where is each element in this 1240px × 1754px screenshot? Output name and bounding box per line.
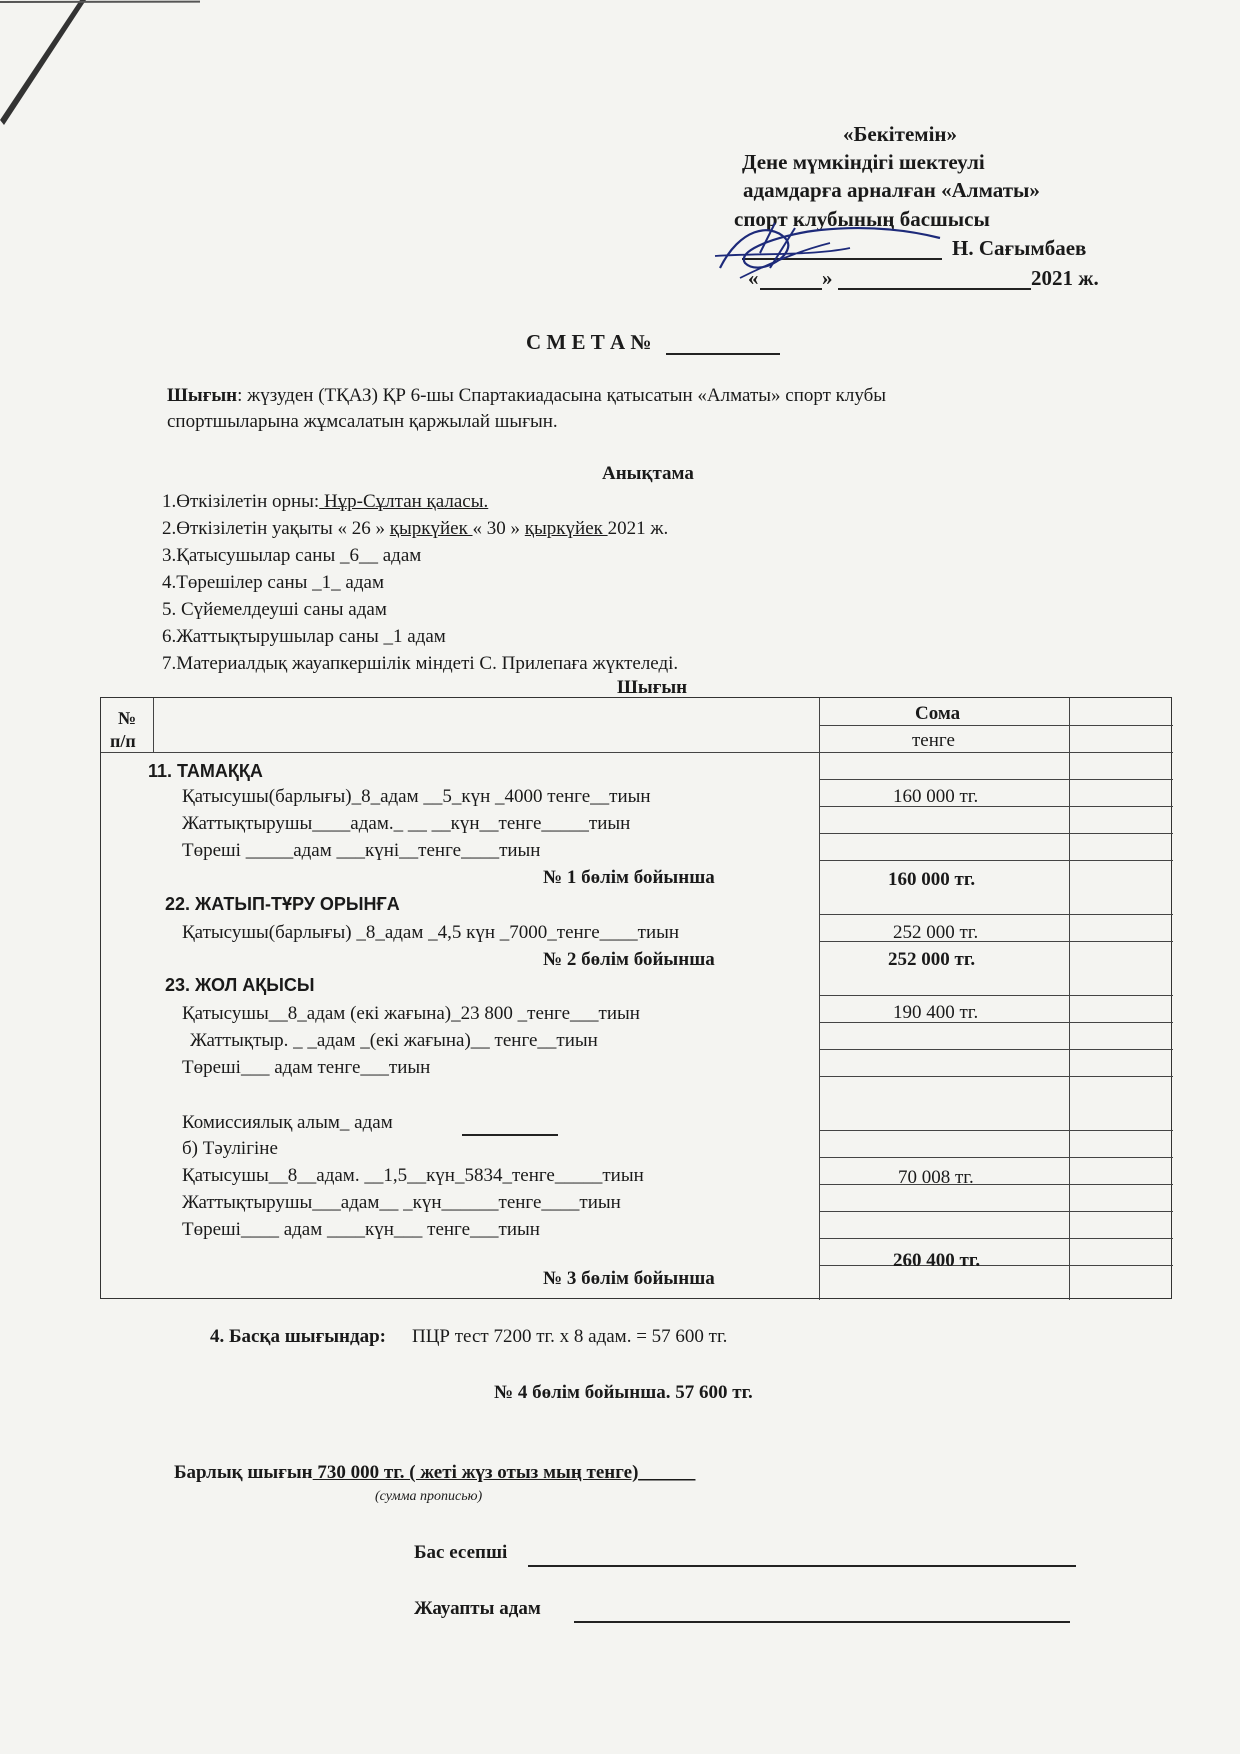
info-judges-label: 4.Төрешілер саны (162, 572, 313, 593)
accountant-label: Бас есепші (414, 1542, 508, 1563)
row-line (819, 1211, 1173, 1212)
row-line (819, 914, 1173, 915)
info-judges-value: _1_ (312, 572, 341, 593)
info-date-month-1: қыркүйек (389, 518, 473, 539)
header-divider (819, 725, 1173, 726)
section-2-total-sum: 252 000 тг. (888, 949, 976, 970)
section-3-row-daily-participants-sum: 70 008 тг. (898, 1167, 974, 1188)
col-divider-sum (819, 698, 820, 1300)
row-line (819, 1157, 1173, 1158)
info-line-3 (162, 545, 421, 567)
row-line (819, 995, 1173, 996)
info-line-7: 7.Материалдық жауапкершілік міндеті С. Прилепаға жүктеледі. (162, 653, 679, 674)
section-2-row-participants: Қатысушы(барлығы) _8_адам _4,5 күн _7000_тенге____тиын (182, 922, 680, 943)
col-header-sum: Сома (915, 703, 961, 724)
approval-date-mid: » (822, 266, 833, 290)
row-line (819, 1022, 1173, 1023)
section-1-total: № 1 бөлім бойынша (543, 867, 715, 888)
row-line (819, 779, 1173, 780)
section-3-total-sum: 260 400 тг. (893, 1250, 981, 1271)
section-2-total: № 2 бөлім бойынша (543, 949, 715, 970)
section-3-row-coaches: Жаттықтыр. _ _адам _(екі жағына)__ тенге__тиын (190, 1030, 598, 1051)
info-line-1 (162, 491, 488, 513)
approval-line-3: адамдарға арналған «Алматы» (743, 178, 1040, 202)
info-line-4 (162, 572, 384, 594)
col-divider-extra (1069, 698, 1070, 1300)
section-3-row-daily-judges: Төреші____ адам ____күн___ тенге___тиын (182, 1219, 540, 1240)
section-1-total-sum: 160 000 тг. (888, 869, 976, 890)
section-1-row-coaches: Жаттықтырушы____адам._ __ __күн__тенге_____тиын (182, 813, 631, 834)
grand-total-caption: (сумма прописью) (375, 1489, 483, 1504)
info-date-label: 2.Өткізілетін уақыты « 26 » (162, 518, 390, 539)
info-coaches-value: _1 (383, 626, 403, 647)
scan-edge-mark (0, 0, 200, 130)
table-heading: Шығын (617, 677, 688, 698)
other-expenses-total: № 4 бөлім бойынша. 57 600 тг. (494, 1382, 753, 1403)
approval-title: «Бекітемін» (843, 122, 958, 146)
info-line-5: 5. Сүйемелдеуші саны адам (162, 599, 387, 620)
row-line (819, 941, 1173, 942)
info-participants-unit: адам (377, 545, 422, 566)
row-line (819, 1184, 1173, 1185)
row-line (819, 1238, 1173, 1239)
other-expenses-text: ПЦР тест 7200 тг. х 8 адам. = 57 600 тг. (411, 1326, 728, 1347)
info-place-value: Нұр-Сұлтан қаласы. (319, 491, 489, 512)
row-line (819, 1076, 1173, 1077)
grand-total-line: Барлық шығын 730 000 тг. ( жеті жүз отыз мың тенге)​______ (174, 1462, 696, 1483)
info-judges-unit: адам (340, 572, 384, 593)
responsible-signature-line (574, 1621, 1070, 1623)
approval-signer: Н. Сағымбаев (952, 236, 1087, 260)
row-line (819, 1049, 1173, 1050)
section-3-row-daily-participants: Қатысушы__8__адам. __1,5__күн_5834_тенге_____тиын (182, 1165, 644, 1186)
approval-date-open: « (748, 266, 759, 290)
col-header-no-2: п/п (110, 731, 136, 751)
document-title: С М Е Т А № (526, 330, 652, 354)
row-line (819, 1130, 1173, 1131)
title-number-line (666, 353, 780, 355)
row-line (819, 806, 1173, 807)
section-3-row-participants: Қатысушы__8_адам (екі жағына)_23 800 _тенге___тиын (182, 1003, 640, 1024)
other-expenses-label: 4. Басқа шығындар: (210, 1326, 386, 1347)
col-header-no: № (118, 708, 137, 728)
info-date-mid: « 30 » (472, 518, 525, 539)
section-1-row-participants: Қатысушы(барлығы)_8_адам __5_күн _4000 тенге__тиын (182, 786, 651, 807)
section-3-row-commission: Комиссиялық алым_ адам (182, 1112, 393, 1133)
info-date-month-2: қыркүйек (524, 518, 608, 539)
info-participants-value: _6__ (339, 545, 378, 566)
commission-line (462, 1134, 558, 1136)
accountant-signature-line (528, 1565, 1076, 1567)
row-line (819, 1265, 1173, 1266)
grand-total-value: 730 000 тг. ( жеті жүз отыз мың тенге) (312, 1462, 639, 1483)
section-3-total: № 3 бөлім бойынша (543, 1268, 715, 1289)
section-2-title: 22. ЖАТЫП-ТҰРУ ОРЫНҒА (165, 894, 400, 914)
section-1-title: 11. ТАМАҚҚА (148, 761, 263, 781)
col-divider-no (153, 698, 154, 752)
section-3-row-judges: Төреші___ адам тенге___тиын (182, 1057, 431, 1078)
info-coaches-unit: адам (402, 626, 446, 647)
purpose-label: Шығын (167, 385, 238, 406)
section-3-row-participants-sum: 190 400 тг. (893, 1002, 979, 1023)
approval-line-4: спорт клубының басшысы (734, 207, 990, 231)
purpose-line-2: спортшыларына жұмсалатын қаржылай шығын. (167, 411, 558, 432)
section-2-row-participants-sum: 252 000 тг. (893, 922, 979, 943)
grand-total-label: Барлық шығын (174, 1462, 313, 1483)
handwritten-signature (700, 208, 960, 298)
section-1-row-participants-sum: 160 000 тг. (893, 786, 979, 807)
section-3-row-daily: б) Тәулігіне (182, 1138, 278, 1159)
purpose-text: : жүзуден (ТҚАЗ) ҚР 6-шы Спартакиадасына қатысатын «Алматы» спорт клубы (237, 385, 887, 406)
purpose-line-1 (167, 385, 886, 407)
info-participants-label: 3.Қатысушылар саны (162, 545, 340, 566)
row-line (819, 833, 1173, 834)
approval-date-year: 2021 ж. (1031, 266, 1099, 290)
header-bottom (101, 752, 1173, 753)
approval-line-2: Дене мүмкіндігі шектеулі (742, 150, 985, 174)
info-line-2 (162, 518, 668, 540)
info-date-end: 2021 ж. (607, 518, 669, 539)
col-header-currency: тенге (912, 730, 955, 751)
row-line (819, 860, 1173, 861)
info-coaches-label: 6.Жаттықтырушылар саны (162, 626, 384, 647)
responsible-label: Жауапты адам (414, 1598, 541, 1619)
info-heading: Анықтама (602, 463, 694, 484)
info-place-label: 1.Өткізілетін орны: (162, 491, 320, 512)
section-1-row-judges: Төреші _____адам ___күні__тенге____тиын (182, 840, 541, 861)
other-expenses-line (210, 1326, 727, 1348)
info-line-6 (162, 626, 446, 648)
section-3-title: 23. ЖОЛ АҚЫСЫ (165, 975, 315, 995)
section-3-row-daily-coaches: Жаттықтырушы___адам__ _күн______тенге____тиын (182, 1192, 621, 1213)
